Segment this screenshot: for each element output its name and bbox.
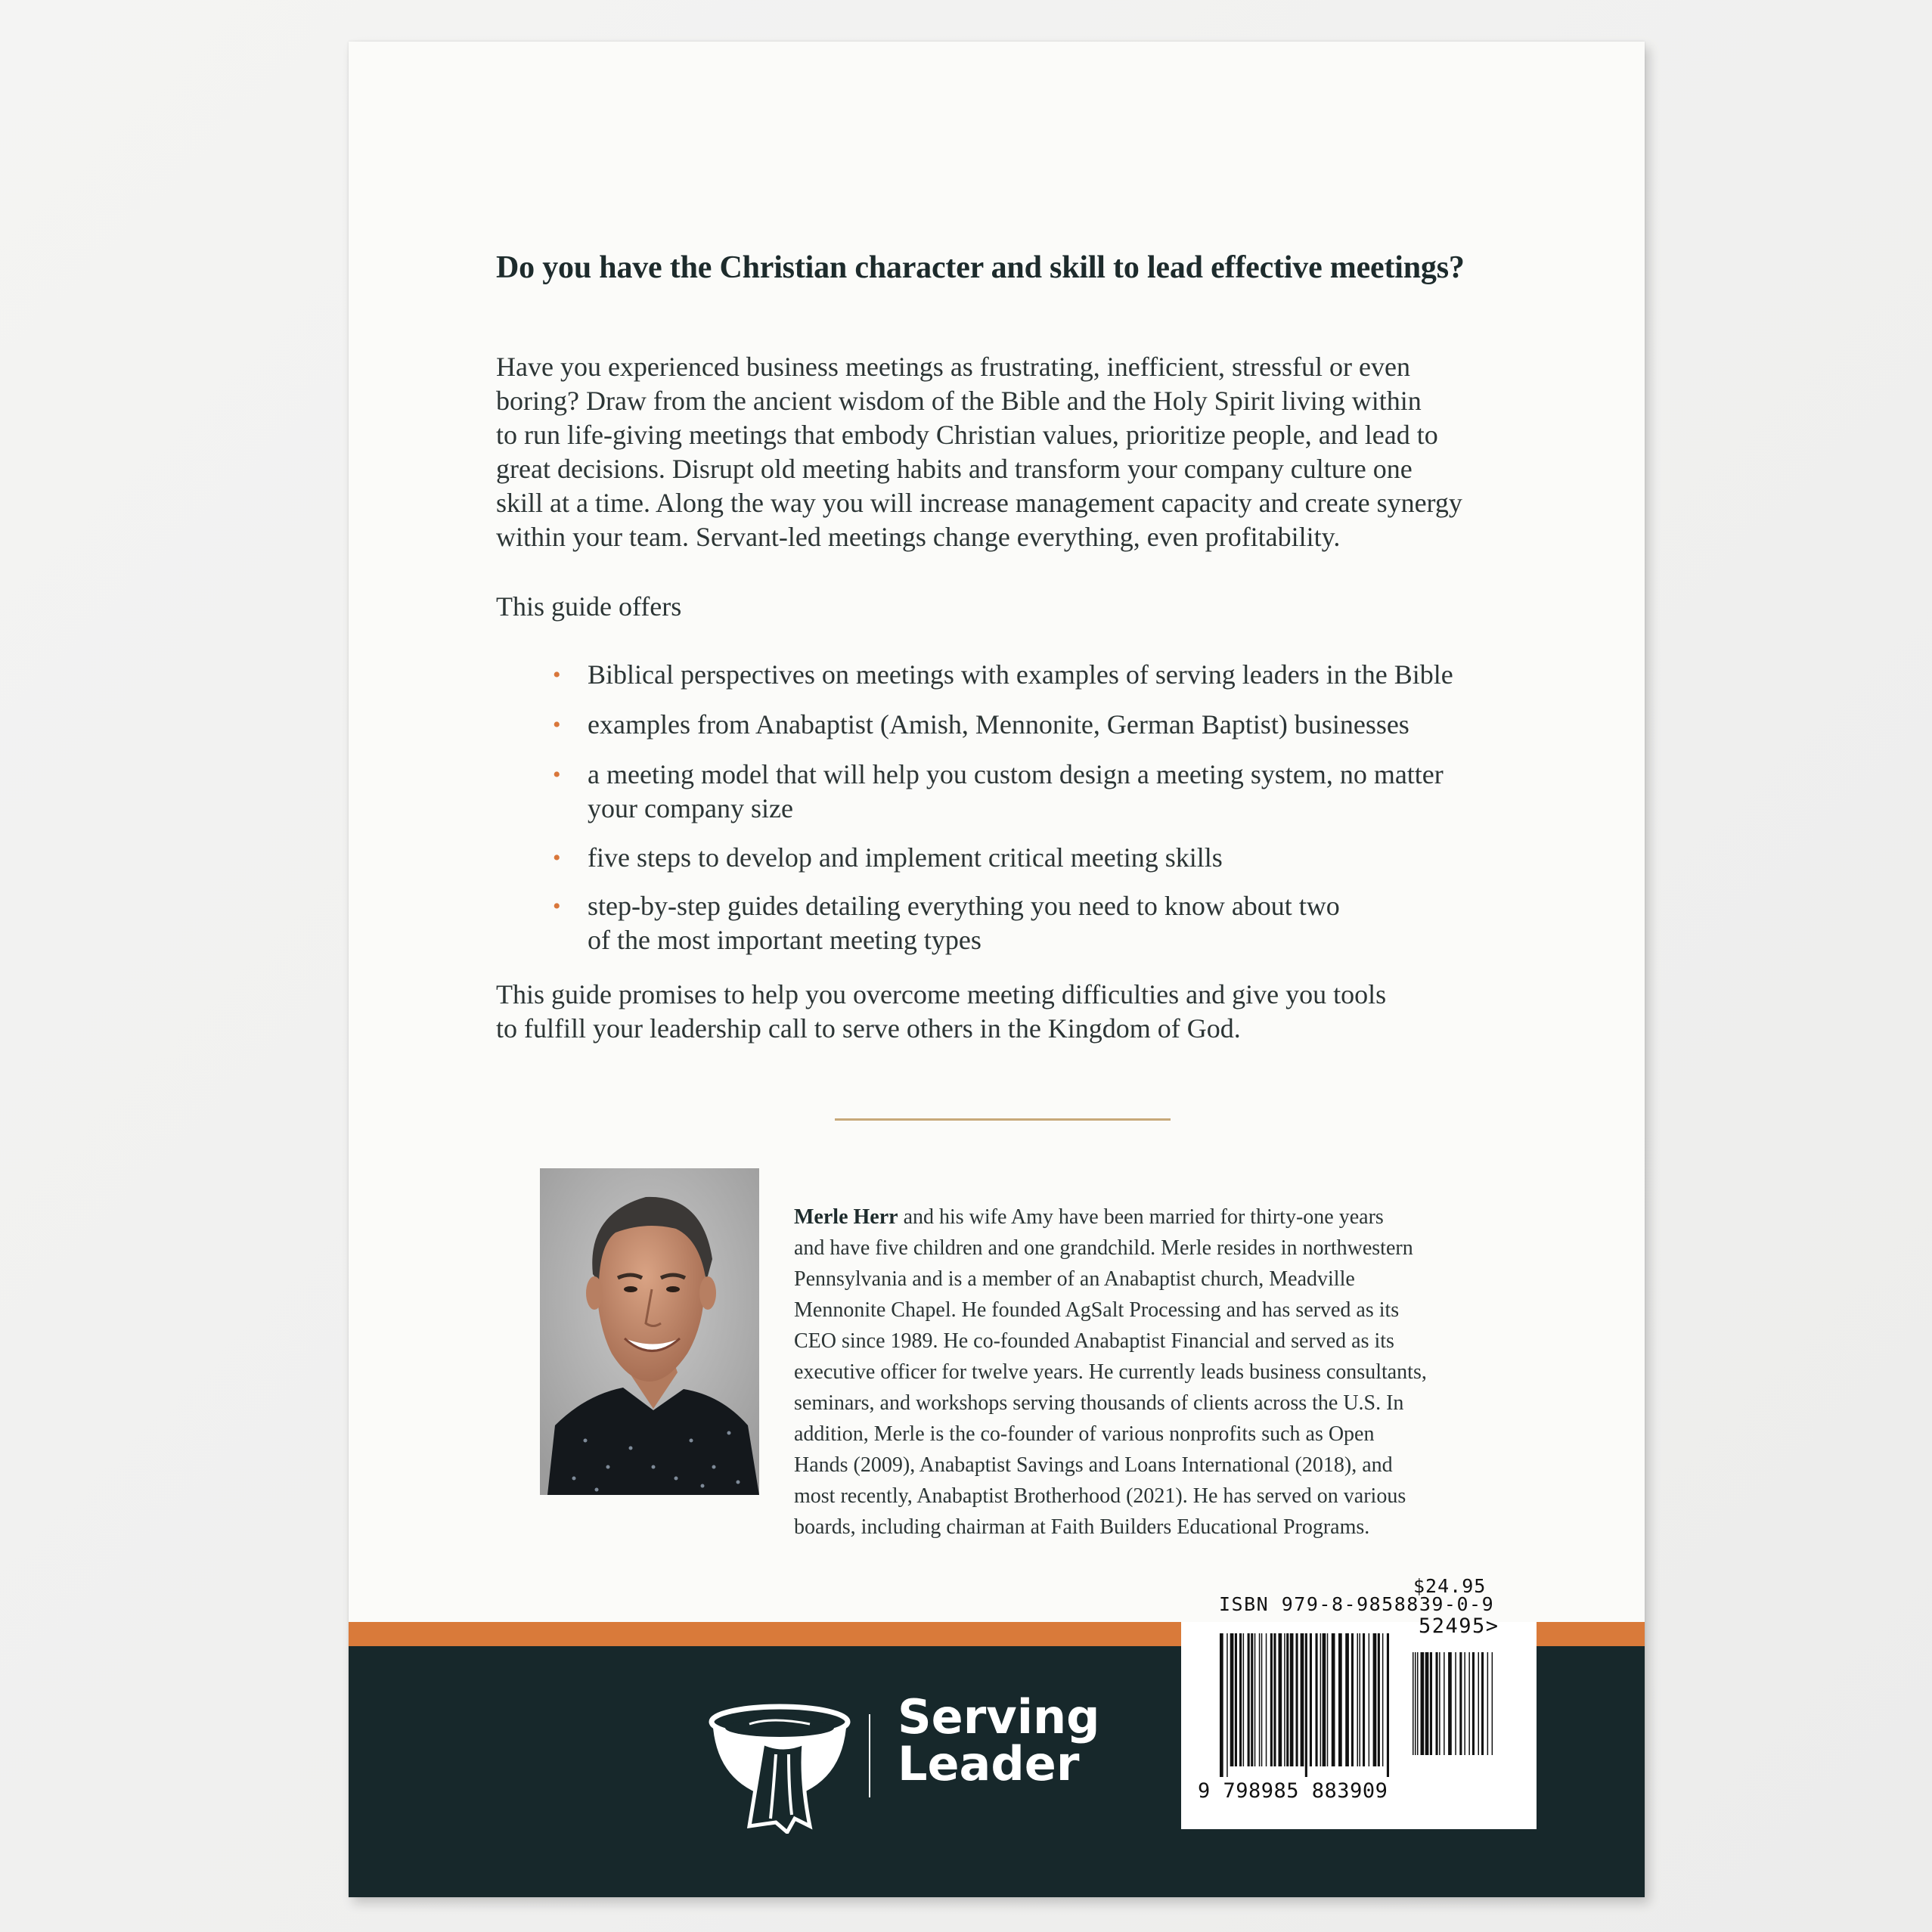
barcode-bar — [1459, 1652, 1462, 1755]
list-item — [553, 889, 1536, 957]
intro-line: within your team. Servant-led meetings change everything, even profitability. — [496, 522, 1341, 552]
barcode-bar — [1351, 1633, 1354, 1766]
barcode-bar — [1338, 1633, 1342, 1766]
list-item-text: examples from Anabaptist (Amish, Mennonite, German Baptist) businesses — [588, 709, 1409, 740]
bullet-marker: • — [553, 712, 561, 737]
barcode-addon-number: 52495> — [1419, 1614, 1499, 1638]
barcode-bar — [1439, 1652, 1440, 1755]
bullet-marker: • — [553, 845, 561, 870]
barcode-bar — [1492, 1652, 1493, 1755]
list-item-text: Biblical perspectives on meetings with examples of serving leaders in the Bible — [588, 659, 1453, 690]
bio-line: seminars, and workshops serving thousands of clients across the U.S. In — [794, 1391, 1404, 1415]
author-photo — [540, 1168, 759, 1495]
closing-line: to fulfill your leadership call to serve others in the Kingdom of God. — [496, 1013, 1241, 1044]
list-item-text: step-by-step guides detailing everything you need to know about two — [588, 891, 1340, 921]
barcode-bar — [1254, 1633, 1256, 1766]
barcode-bar — [1436, 1652, 1438, 1755]
intro-paragraph — [496, 350, 1524, 554]
barcode-bar — [1220, 1633, 1223, 1777]
barcode-bar — [1273, 1633, 1276, 1766]
barcode-bar — [1235, 1633, 1237, 1766]
barcode-bar — [1373, 1633, 1377, 1766]
barcode-bar — [1382, 1633, 1384, 1766]
barcode-bar — [1417, 1652, 1419, 1755]
list-item — [553, 658, 1536, 708]
author-bio — [794, 1202, 1527, 1543]
offers-list — [553, 658, 1536, 957]
barcode-bar — [1478, 1652, 1480, 1755]
book-back-cover — [349, 42, 1645, 1897]
barcode-bar — [1323, 1633, 1326, 1766]
barcode-bar — [1251, 1633, 1253, 1766]
offers-heading — [496, 590, 681, 624]
barcode-bar — [1327, 1633, 1329, 1766]
barcode-bar — [1481, 1652, 1484, 1755]
bio-line — [794, 1202, 1527, 1233]
bullet-marker: • — [553, 894, 561, 919]
intro-line: Have you experienced business meetings as frustrating, inefficient, stressful or even — [496, 352, 1410, 382]
barcode-bar — [1345, 1633, 1349, 1766]
barcode-bar — [1472, 1652, 1475, 1755]
intro-line: skill at a time. Along the way you will increase management capacity and create synergy — [496, 488, 1462, 518]
barcode-bar — [1363, 1633, 1365, 1766]
intro-line: great decisions. Disrupt old meeting habits and transform your company culture one — [496, 454, 1413, 484]
addon-barcode — [1411, 1652, 1498, 1766]
barcode-bar — [1290, 1633, 1294, 1766]
barcode-bar — [1357, 1633, 1359, 1766]
bio-line: and have five children and one grandchild. Merle resides in northwestern — [794, 1236, 1413, 1260]
offers-heading-text: This guide offers — [496, 591, 682, 622]
barcode-bar — [1421, 1652, 1425, 1755]
barcode-bar — [1487, 1652, 1489, 1755]
barcode-bar — [1284, 1633, 1285, 1766]
publisher-line: Leader — [898, 1736, 1080, 1791]
barcode-bar — [1425, 1652, 1429, 1755]
barcode-bar — [1286, 1633, 1289, 1766]
bullet-marker: • — [553, 662, 561, 687]
barcode-bar — [1279, 1633, 1282, 1766]
list-item-text: a meeting model that will help you custom design a meeting system, no matter — [588, 759, 1444, 789]
barcode-bar — [1468, 1652, 1470, 1755]
barcode-bar — [1226, 1633, 1228, 1777]
barcode-bar — [1387, 1633, 1389, 1777]
author-name: Merle Herr — [794, 1205, 898, 1229]
barcode-bar — [1230, 1633, 1234, 1766]
bio-line: Pennsylvania and is a member of an Anabaptist church, Meadville — [794, 1267, 1355, 1291]
bullet-marker: • — [553, 762, 561, 787]
list-item-text: of the most important meeting types — [588, 925, 982, 955]
barcode-bar — [1270, 1633, 1273, 1766]
bio-line: most recently, Anabaptist Brotherhood (2021). He has served on various — [794, 1484, 1406, 1508]
intro-line: to run life-giving meetings that embody Christian values, prioritize people, and lead to — [496, 420, 1438, 450]
barcode-bar — [1316, 1633, 1318, 1766]
list-item — [553, 841, 1536, 889]
barcode-bar — [1444, 1652, 1445, 1755]
bio-line: addition, Merle is the co-founder of various nonprofits such as Open — [794, 1422, 1375, 1446]
barcode-bar — [1239, 1633, 1242, 1766]
barcode-bar — [1296, 1633, 1298, 1766]
list-item — [553, 758, 1536, 841]
barcode-bar — [1305, 1633, 1307, 1777]
closing-paragraph — [496, 978, 1464, 1046]
bio-line: executive officer for twelve years. He currently leads business consultants, — [794, 1360, 1427, 1384]
barcode-bar — [1266, 1633, 1267, 1766]
barcode-bar — [1332, 1633, 1335, 1766]
barcode-bar — [1320, 1633, 1322, 1766]
barcode-bar — [1360, 1633, 1361, 1766]
logo-separator — [869, 1714, 870, 1797]
isbn-barcode — [1218, 1633, 1396, 1777]
bio-line-text: and his wife Amy have been married for thirty-one years — [898, 1205, 1384, 1229]
barcode-bar — [1369, 1633, 1370, 1766]
price-label: $24.95 — [1413, 1575, 1487, 1597]
barcode-digits: 9 798985 883909 — [1198, 1779, 1388, 1803]
bio-line: Hands (2009), Anabaptist Savings and Loans International (2018), and — [794, 1453, 1393, 1477]
list-item — [553, 708, 1536, 758]
bio-line: CEO since 1989. He co-founded Anabaptist Financial and served as its — [794, 1329, 1394, 1353]
publisher-line: Serving — [898, 1689, 1100, 1744]
intro-line: boring? Draw from the ancient wisdom of the Bible and the Holy Spirit living within — [496, 386, 1422, 416]
barcode-bar — [1243, 1633, 1245, 1766]
isbn-label: ISBN 979-8-9858839-0-9 — [1219, 1593, 1495, 1615]
bio-line: boards, including chairman at Faith Builders Educational Programs. — [794, 1515, 1370, 1539]
barcode-bar — [1259, 1633, 1261, 1766]
barcode-bar — [1261, 1633, 1263, 1766]
barcode-bar — [1430, 1652, 1432, 1755]
barcode-bar — [1248, 1633, 1250, 1766]
barcode-bar — [1378, 1633, 1380, 1766]
list-item-text: five steps to develop and implement critical meeting skills — [588, 842, 1223, 873]
barcode-bar — [1455, 1652, 1456, 1755]
barcode-bar — [1310, 1633, 1312, 1766]
barcode-bar — [1301, 1633, 1304, 1766]
barcode-bar — [1464, 1652, 1465, 1755]
list-item-text: your company size — [588, 793, 793, 823]
barcode-bar — [1413, 1652, 1414, 1755]
section-divider — [835, 1118, 1171, 1121]
barcode-bar — [1448, 1652, 1452, 1755]
bio-line: Mennonite Chapel. He founded AgSalt Processing and has served as its — [794, 1298, 1400, 1322]
closing-line: This guide promises to help you overcome meeting difficulties and give you tools — [496, 979, 1387, 1009]
headline: Do you have the Christian character and skill to lead effective meetings? — [496, 250, 1465, 285]
publisher-logo-text — [898, 1689, 1100, 1791]
barcode-bar — [1415, 1652, 1416, 1755]
